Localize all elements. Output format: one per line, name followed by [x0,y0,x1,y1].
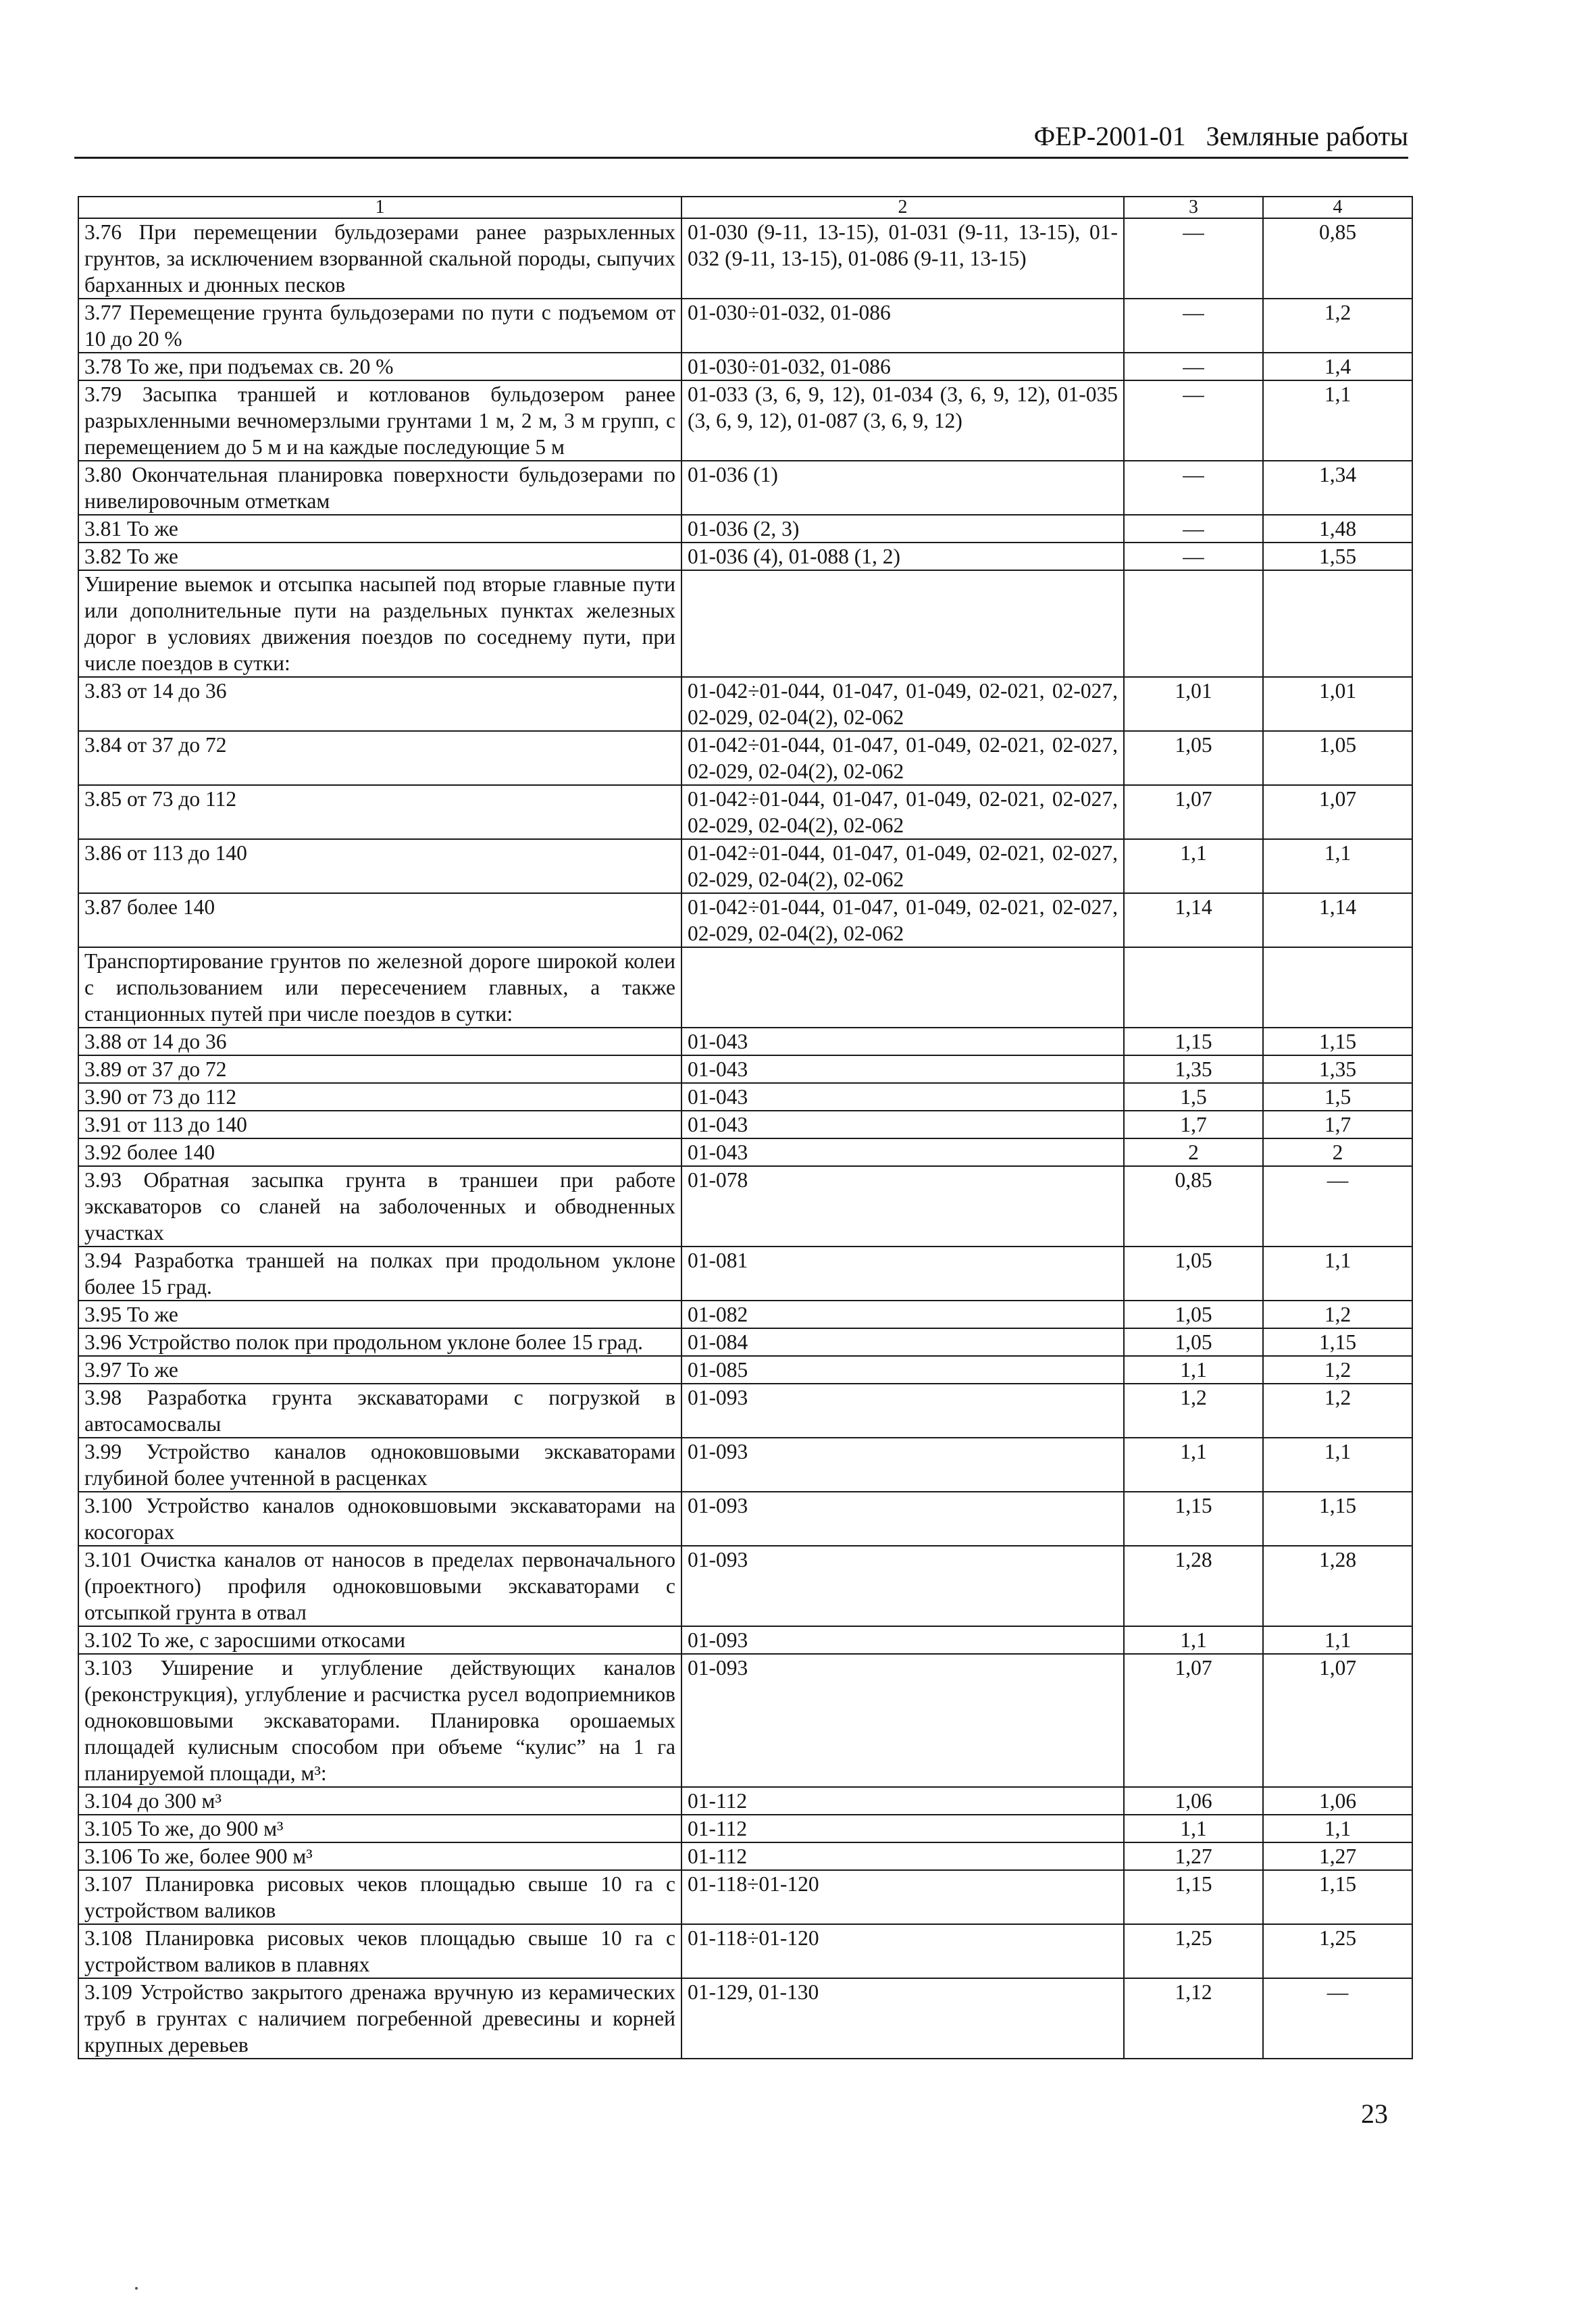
coef-col3-cell: 1,14 [1124,893,1263,947]
description-cell: 3.93 Обратная засыпка грунта в траншеи при работе экскаваторов со сланей на заболоченных и обводненных участках [78,1166,681,1247]
coef-col3-cell: 2 [1124,1138,1263,1166]
description-cell: 3.100 Устройство каналов одноковшовыми экскаваторами на косогорах [78,1492,681,1546]
description-cell: 3.92 более 140 [78,1138,681,1166]
table-row [78,839,1412,893]
table-row [78,785,1412,839]
coef-col3-cell: 1,1 [1124,1356,1263,1384]
rates-cell: 01-093 [681,1384,1124,1438]
description-cell: 3.108 Планировка рисовых чеков площадью свыше 10 га с устройством валиков в плавнях [78,1924,681,1978]
rates-cell: 01-085 [681,1356,1124,1384]
table-row [78,1083,1412,1111]
coef-col4-cell: 1,5 [1263,1083,1412,1111]
coef-col3-cell: 1,5 [1124,1083,1263,1111]
rates-cell: 01-118÷01-120 [681,1870,1124,1924]
rates-cell: 01-036 (2, 3) [681,515,1124,543]
coef-col3-cell: 1,15 [1124,1492,1263,1546]
coef-col4-cell: 1,01 [1263,677,1412,731]
coef-col3-cell [1124,947,1263,1028]
description-cell: 3.109 Устройство закрытого дренажа вручную из керамических труб в грунтах с наличием погребенной древесины и корней крупных деревьев [78,1978,681,2059]
coef-col4-cell: 1,48 [1263,515,1412,543]
table-row [78,1384,1412,1438]
rates-cell: 01-042÷01-044, 01-047, 01-049, 02-021, 02-027, 02-029, 02-04(2), 02-062 [681,893,1124,947]
table-row [78,299,1412,353]
coef-col4-cell: 1,2 [1263,1356,1412,1384]
table-row [78,461,1412,515]
rates-cell: 01-033 (3, 6, 9, 12), 01-034 (3, 6, 9, 12), 01-035 (3, 6, 9, 12), 01-087 (3, 6, 9, 12) [681,380,1124,461]
description-cell: 3.99 Устройство каналов одноковшовыми экскаваторами глубиной более учтенной в расценках [78,1438,681,1492]
table-row [78,218,1412,299]
coef-col3-cell: 1,35 [1124,1055,1263,1083]
rates-cell: 01-042÷01-044, 01-047, 01-049, 02-021, 02-027, 02-029, 02-04(2), 02-062 [681,839,1124,893]
rates-cell: 01-093 [681,1438,1124,1492]
rates-cell: 01-036 (1) [681,461,1124,515]
coef-col4-cell: 1,05 [1263,731,1412,785]
coef-col4-cell: 1,1 [1263,1438,1412,1492]
table-row [78,893,1412,947]
rates-cell: 01-042÷01-044, 01-047, 01-049, 02-021, 02-027, 02-029, 02-04(2), 02-062 [681,677,1124,731]
rates-cell: 01-036 (4), 01-088 (1, 2) [681,543,1124,570]
description-cell: 3.76 При перемещении бульдозерами ранее разрыхленных грунтов, за исключением взорванной скальной породы, сыпучих барханных и дюнных песков [78,218,681,299]
rates-cell: 01-030÷01-032, 01-086 [681,353,1124,380]
coef-col3-cell: — [1124,543,1263,570]
coef-col3-cell: 1,07 [1124,785,1263,839]
coef-col4-cell [1263,947,1412,1028]
table-row [78,1815,1412,1842]
rates-cell [681,947,1124,1028]
coef-col4-cell: 1,06 [1263,1787,1412,1815]
coef-col4-cell: 1,1 [1263,1247,1412,1301]
table-row [78,1438,1412,1492]
description-cell: 3.88 от 14 до 36 [78,1028,681,1055]
coef-col3-cell: 1,27 [1124,1842,1263,1870]
table-row [78,1787,1412,1815]
description-cell: 3.107 Планировка рисовых чеков площадью свыше 10 га с устройством валиков [78,1870,681,1924]
table-row [78,947,1412,1028]
rates-cell: 01-112 [681,1787,1124,1815]
coef-col4-cell: 1,1 [1263,1626,1412,1654]
coef-col4-cell: 1,25 [1263,1924,1412,1978]
coef-col4-cell: 1,2 [1263,299,1412,353]
table-row [78,1028,1412,1055]
coef-col3-cell: — [1124,380,1263,461]
description-cell: 3.86 от 113 до 140 [78,839,681,893]
description-cell: 3.77 Перемещение грунта бульдозерами по пути с подъемом от 10 до 20 % [78,299,681,353]
table-row [78,1978,1412,2059]
coef-col4-cell: — [1263,1166,1412,1247]
coef-col4-cell: 1,15 [1263,1870,1412,1924]
coef-col4-cell: 1,14 [1263,893,1412,947]
coef-col3-cell: 1,25 [1124,1924,1263,1978]
description-cell: 3.102 То же, с заросшими откосами [78,1626,681,1654]
coef-col4-cell: 1,07 [1263,785,1412,839]
coef-col3-cell: 1,15 [1124,1028,1263,1055]
description-cell: 3.79 Засыпка траншей и котлованов бульдозером ранее разрыхленными вечномерзлыми грунтами 1 м, 2 м, 3 м групп, с перемещением до 5 м и на каждые последующие 5 м [78,380,681,461]
rates-cell: 01-043 [681,1055,1124,1083]
coef-col3-cell: 1,12 [1124,1978,1263,2059]
table-row [78,1138,1412,1166]
coef-col3-cell: 1,05 [1124,1247,1263,1301]
rates-cell: 01-043 [681,1138,1124,1166]
description-cell: Уширение выемок и отсыпка насыпей под вторые главные пути или дополнительные пути на раздельных пунктах железных дорог в условиях движения поездов по соседнему пути, при числе поездов в сутки: [78,570,681,677]
description-cell: 3.85 от 73 до 112 [78,785,681,839]
coef-col4-cell: 2 [1263,1138,1412,1166]
table-row [78,543,1412,570]
rates-cell: 01-030 (9-11, 13-15), 01-031 (9-11, 13-15), 01-032 (9-11, 13-15), 01-086 (9-11, 13-15) [681,218,1124,299]
rates-cell: 01-043 [681,1028,1124,1055]
coef-col3-cell: 1,05 [1124,1301,1263,1328]
description-cell: 3.96 Устройство полок при продольном уклоне более 15 град. [78,1328,681,1356]
rates-cell: 01-093 [681,1492,1124,1546]
rates-cell: 01-042÷01-044, 01-047, 01-049, 02-021, 02-027, 02-029, 02-04(2), 02-062 [681,731,1124,785]
table-row [78,353,1412,380]
description-cell: 3.94 Разработка траншей на полках при продольном уклоне более 15 град. [78,1247,681,1301]
table-row [78,515,1412,543]
table-row [78,380,1412,461]
rates-cell: 01-093 [681,1654,1124,1787]
rates-cell: 01-030÷01-032, 01-086 [681,299,1124,353]
coef-col4-cell: 1,4 [1263,353,1412,380]
table-row [78,731,1412,785]
table-row [78,1055,1412,1083]
rates-cell: 01-093 [681,1626,1124,1654]
rates-cell: 01-081 [681,1247,1124,1301]
description-cell: 3.98 Разработка грунта экскаваторами с погрузкой в автосамосвалы [78,1384,681,1438]
rates-cell: 01-078 [681,1166,1124,1247]
rates-cell: 01-112 [681,1842,1124,1870]
page-header [74,122,1408,159]
coef-col3-cell: 1,1 [1124,1438,1263,1492]
coef-col4-cell: 1,1 [1263,380,1412,461]
coef-col3-cell: — [1124,299,1263,353]
coef-col4-cell: 1,1 [1263,1815,1412,1842]
table-row [78,1924,1412,1978]
coef-col3-cell: 1,06 [1124,1787,1263,1815]
table-row [78,1247,1412,1301]
rates-cell: 01-118÷01-120 [681,1924,1124,1978]
coef-col4-cell: 1,1 [1263,839,1412,893]
section-title: Земляные работы [1206,121,1408,151]
description-cell: 3.89 от 37 до 72 [78,1055,681,1083]
rates-cell: 01-129, 01-130 [681,1978,1124,2059]
table-row [78,1492,1412,1546]
coef-col4-cell: 1,55 [1263,543,1412,570]
coef-col4-cell: 1,15 [1263,1492,1412,1546]
rates-cell: 01-112 [681,1815,1124,1842]
description-cell: 3.101 Очистка каналов от наносов в пределах первоначального (проектного) профиля одноковшовыми экскаваторами с отсыпкой грунта в отвал [78,1546,681,1626]
rates-cell: 01-093 [681,1546,1124,1626]
document-code: ФЕР-2001-01 [1033,121,1186,151]
coef-col3-cell: — [1124,218,1263,299]
coef-col3-cell: 1,1 [1124,839,1263,893]
table-row [78,1546,1412,1626]
description-cell: 3.90 от 73 до 112 [78,1083,681,1111]
table-row [78,1870,1412,1924]
coef-col4-cell: 1,35 [1263,1055,1412,1083]
coef-col3-cell: 1,15 [1124,1870,1263,1924]
coef-col4-cell: 1,7 [1263,1111,1412,1138]
coef-col4-cell: 1,15 [1263,1328,1412,1356]
description-cell: 3.80 Окончательная планировка поверхности бульдозерами по нивелировочным отметкам [78,461,681,515]
table-row [78,1111,1412,1138]
coef-col4-cell: — [1263,1978,1412,2059]
page-number: 23 [1361,2098,1388,2129]
coef-col4-cell: 1,2 [1263,1384,1412,1438]
coef-col3-cell: — [1124,515,1263,543]
coef-col3-cell: 1,1 [1124,1626,1263,1654]
description-cell: 3.97 То же [78,1356,681,1384]
coef-col4-cell: 1,28 [1263,1546,1412,1626]
table-row [78,1626,1412,1654]
rates-cell [681,570,1124,677]
coef-col3-cell: 1,28 [1124,1546,1263,1626]
description-cell: 3.87 более 140 [78,893,681,947]
table-row [78,1301,1412,1328]
column-header: 2 [681,197,1124,218]
rates-cell: 01-043 [681,1111,1124,1138]
coef-col3-cell: 1,05 [1124,731,1263,785]
table-row [78,677,1412,731]
description-cell: 3.103 Уширение и углубление действующих каналов (реконструкция), углубление и расчистка русел водоприемников одноковшовыми экскаваторами. Планировка орошаемых площадей кулисным способом при объеме “кулис” на 1 га планируемой площади, м³: [78,1654,681,1787]
description-cell: 3.82 То же [78,543,681,570]
rates-cell: 01-043 [681,1083,1124,1111]
coef-col3-cell [1124,570,1263,677]
coef-col4-cell: 1,27 [1263,1842,1412,1870]
coefficients-table [78,196,1413,2059]
description-cell: 3.84 от 37 до 72 [78,731,681,785]
coef-col3-cell: 1,07 [1124,1654,1263,1787]
coef-col3-cell: 1,05 [1124,1328,1263,1356]
column-header: 1 [78,197,681,218]
description-cell: 3.104 до 300 м³ [78,1787,681,1815]
coef-col4-cell: 1,34 [1263,461,1412,515]
description-cell: Транспортирование грунтов по железной дороге широкой колеи с использованием или пересечением главных, а также станционных путей при числе поездов в сутки: [78,947,681,1028]
coef-col4-cell: 0,85 [1263,218,1412,299]
table-row [78,1166,1412,1247]
column-number-row [78,197,1412,218]
scan-speck [135,2287,138,2290]
description-cell: 3.81 То же [78,515,681,543]
coef-col4-cell: 1,15 [1263,1028,1412,1055]
coef-col3-cell: — [1124,461,1263,515]
table-row [78,1328,1412,1356]
coef-col3-cell: 1,2 [1124,1384,1263,1438]
column-header: 4 [1263,197,1412,218]
table-row [78,1356,1412,1384]
rates-cell: 01-084 [681,1328,1124,1356]
coef-col3-cell: — [1124,353,1263,380]
rates-cell: 01-082 [681,1301,1124,1328]
coef-col3-cell: 1,7 [1124,1111,1263,1138]
description-cell: 3.91 от 113 до 140 [78,1111,681,1138]
column-header: 3 [1124,197,1263,218]
description-cell: 3.95 То же [78,1301,681,1328]
coef-col3-cell: 1,01 [1124,677,1263,731]
table-row [78,570,1412,677]
coef-col4-cell [1263,570,1412,677]
description-cell: 3.105 То же, до 900 м³ [78,1815,681,1842]
coef-col3-cell: 1,1 [1124,1815,1263,1842]
description-cell: 3.106 То же, более 900 м³ [78,1842,681,1870]
coef-col3-cell: 0,85 [1124,1166,1263,1247]
rates-cell: 01-042÷01-044, 01-047, 01-049, 02-021, 02-027, 02-029, 02-04(2), 02-062 [681,785,1124,839]
coef-col4-cell: 1,2 [1263,1301,1412,1328]
description-cell: 3.78 То же, при подъемах св. 20 % [78,353,681,380]
table-row [78,1842,1412,1870]
description-cell: 3.83 от 14 до 36 [78,677,681,731]
table-row [78,1654,1412,1787]
coef-col4-cell: 1,07 [1263,1654,1412,1787]
